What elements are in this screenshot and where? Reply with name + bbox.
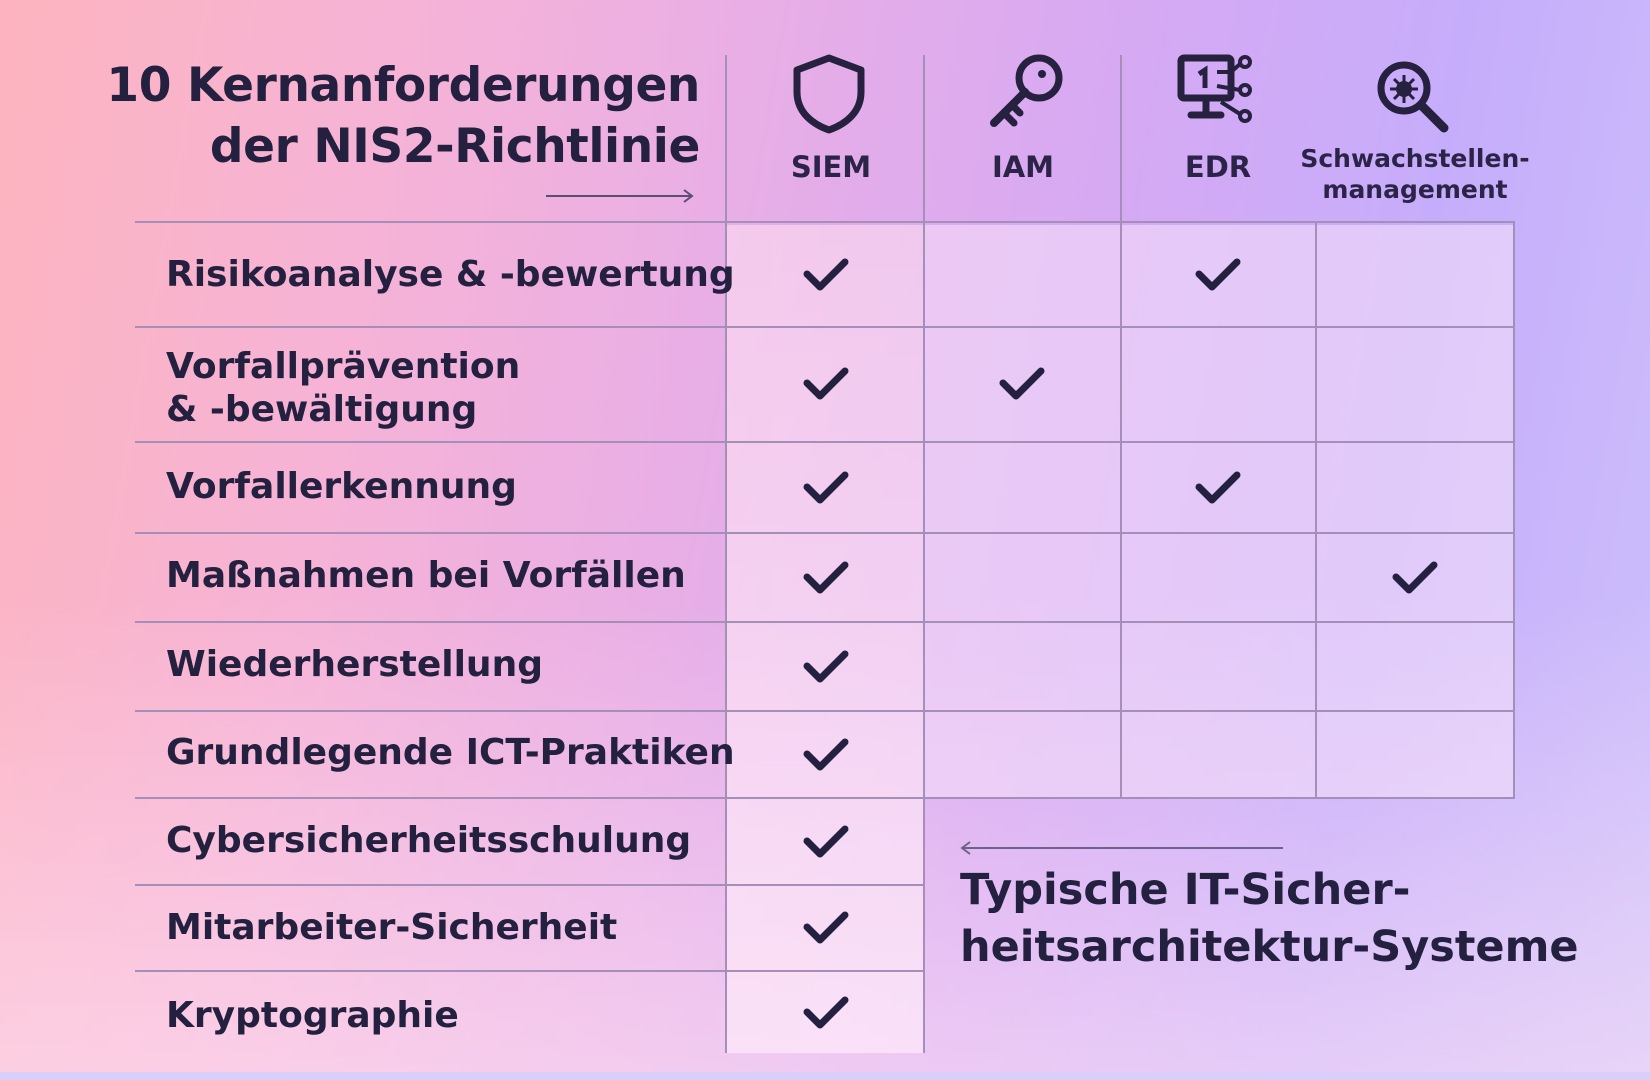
row-label-incident-detection: Vorfallerkennung [166,466,517,507]
grid-hline-6 [135,797,1515,799]
grid-hline-3 [135,532,1515,534]
magnifier-bug-icon [1374,58,1450,138]
column-header-iam [944,150,1102,184]
shield-icon [789,52,869,138]
bottom-strip [0,1072,1650,1080]
checkmark-icon [1193,467,1243,507]
grid-hline-1 [135,326,1515,328]
row-label-incident-prevention [166,345,520,431]
row-label-cryptography: Kryptographie [166,995,459,1036]
checkmark-icon [1390,557,1440,597]
row-label-risk-analysis: Risikoanalyse & -bewertung [166,254,735,295]
grid-hline-4 [135,621,1515,623]
row-label-employee-security: Mitarbeiter-Sicherheit [166,907,618,948]
row-label-incident-prevention-line-2: & -bewältigung [166,389,478,430]
column-label-vuln-line-1: Schwachstellen- [1300,144,1530,173]
page-title [106,55,700,177]
arrow-left-icon [958,841,1283,855]
legend-line-1: Typische IT-Sicher- [960,865,1411,915]
arrow-right-icon [546,189,696,203]
checkmark-icon [1193,254,1243,294]
column-label-vuln-line-2: management [1322,175,1508,204]
grid-hline-8 [135,970,925,972]
monitor-network-icon [1175,52,1259,136]
title-line-1: 10 Kernanforderungen [106,58,700,113]
column-label-siem: SIEM [790,150,872,184]
grid-vline-3 [1120,55,1122,797]
checkmark-icon [801,821,851,861]
grid-hline-0 [135,221,1515,223]
column-label-iam: IAM [991,150,1055,184]
grid-vline-2 [923,55,925,1053]
row-label-recovery: Wiederherstellung [166,644,543,685]
checkmark-icon [801,254,851,294]
key-icon [984,52,1068,136]
checkmark-icon [801,467,851,507]
grid-hline-2 [135,441,1515,443]
checkmark-icon [801,734,851,774]
grid-vline-1 [725,55,727,1053]
legend-text [960,862,1579,976]
column-label-edr: EDR [1184,150,1252,184]
column-header-edr [1139,150,1297,184]
row-label-incident-prevention-line-1: Vorfallprävention [166,346,521,387]
title-line-2: der NIS2-Richtlinie [209,119,700,174]
checkmark-icon [801,557,851,597]
column-header-siem [752,150,910,184]
legend-line-2: heitsarchitektur-Systeme [960,922,1579,972]
row-label-security-training: Cybersicherheitsschulung [166,820,692,861]
checkmark-icon [801,363,851,403]
grid-hline-5 [135,710,1515,712]
grid-hline-7 [135,884,925,886]
column-header-vulnerability-management [1300,143,1530,205]
checkmark-icon [801,992,851,1032]
checkmark-icon [801,907,851,947]
checkmark-icon [801,646,851,686]
row-label-basic-ict-practices: Grundlegende ICT-Praktiken [166,732,735,773]
row-label-incident-response: Maßnahmen bei Vorfällen [166,555,686,596]
checkmark-icon [997,363,1047,403]
